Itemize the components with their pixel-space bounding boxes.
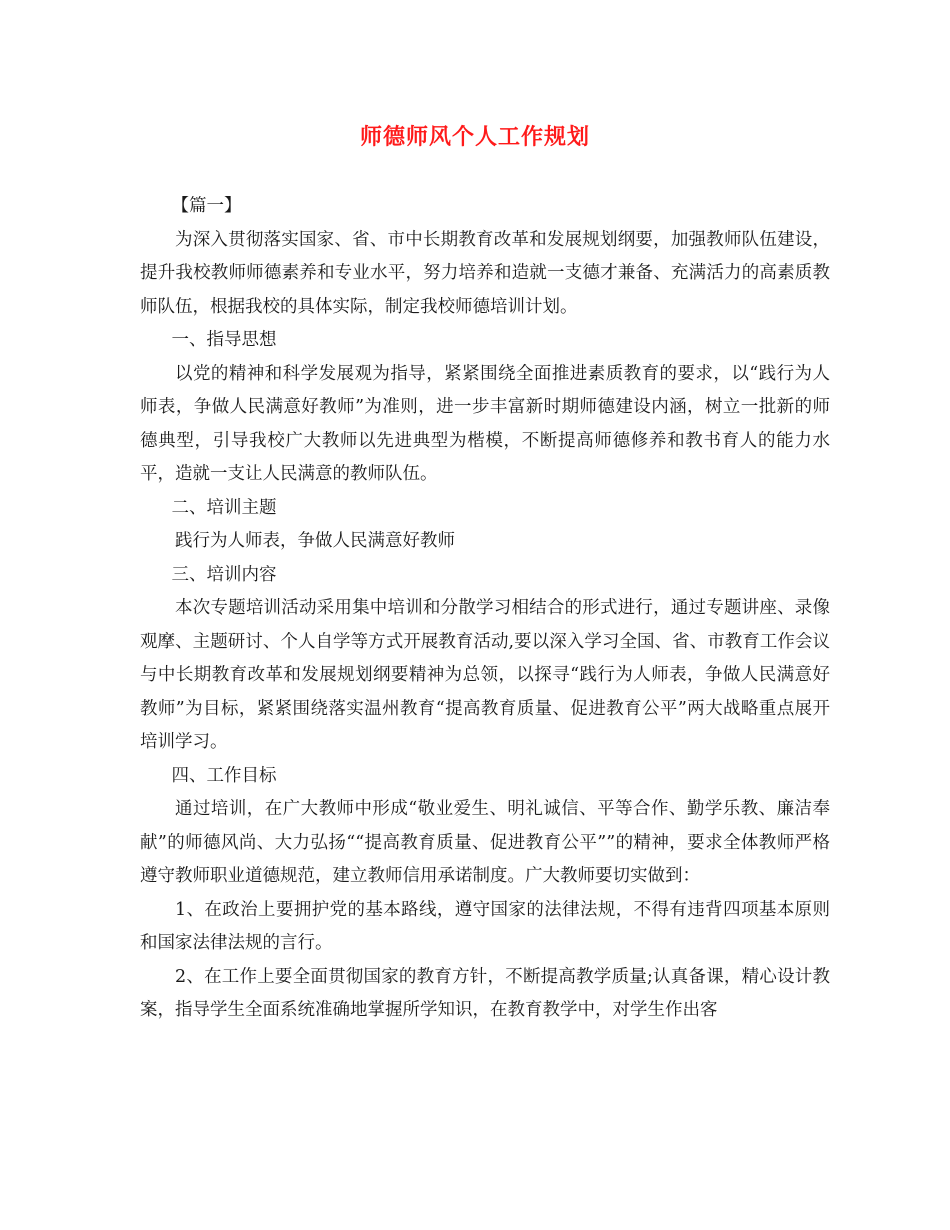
intro-paragraph: 为深入贯彻落实国家、省、市中长期教育改革和发展规划纲要，加强教师队伍建设，提升我校教师师德素养和专业水平，努力培养和造就一支德才兼备、充满活力的高素质教师队伍，根据我校的具体实际，制定我校师德培训计划。 <box>140 229 830 317</box>
section-label: 【篇一】 <box>171 196 242 216</box>
heading-training-content: 三、培训内容 <box>171 564 277 585</box>
paragraph-training-theme: 践行为人师表，争做人民满意好教师 <box>175 531 455 551</box>
heading-guiding-thought: 一、指导思想 <box>171 330 277 350</box>
list-item-2: 2、在工作上要全面贯彻国家的教育方针，不断提高教学质量;认真备课，精心设计教案，指导学生全面系统准确地掌握所学知识，在教育教学中，对学生作出客 <box>140 966 830 1020</box>
heading-work-goals: 四、工作目标 <box>171 765 277 786</box>
paragraph-guiding-thought: 以党的精神和科学发展观为指导，紧紧围绕全面推进素质教育的要求，以“践行为人师表，争做人民满意好教师”为准则，进一步丰富新时期师德建设内涵，树立一批新的师德典型，引导我校广大教师以先进典型为楷模，不断提高师德修养和教书育人的能力水平，造就一支让人民满意的教师队伍。 <box>140 363 830 484</box>
heading-training-theme: 二、培训主题 <box>171 497 277 518</box>
document-body <box>140 190 830 1028</box>
paragraph-training-content: 本次专题培训活动采用集中培训和分散学习相结合的形式进行，通过专题讲座、录像观摩、主题研讨、个人自学等方式开展教育活动,要以深入学习全国、省、市教育工作会议与中长期教育改革和发展规划纲要精神为总领，以探寻“践行为人师表，争做人民满意好教师”为目标，紧紧围绕落实温州教育“提高教育质量、促进教育公平”两大战略重点展开培训学习。 <box>140 598 830 752</box>
document-title: 师德师风个人工作规划 <box>359 125 590 150</box>
list-item-1: 1、在政治上要拥护党的基本路线，遵守国家的法律法规，不得有违背四项基本原则和国家法律法规的言行。 <box>140 899 830 953</box>
paragraph-work-goals: 通过培训，在广大教师中形成“敬业爱生、明礼诚信、平等合作、勤学乐教、廉洁奉献”的师德风尚、大力弘扬““提高教育质量、促进教育公平””的精神，要求全体教师严格遵守教师职业道德规范，建立教师信用承诺制度。广大教师要切实做到： <box>140 799 830 886</box>
